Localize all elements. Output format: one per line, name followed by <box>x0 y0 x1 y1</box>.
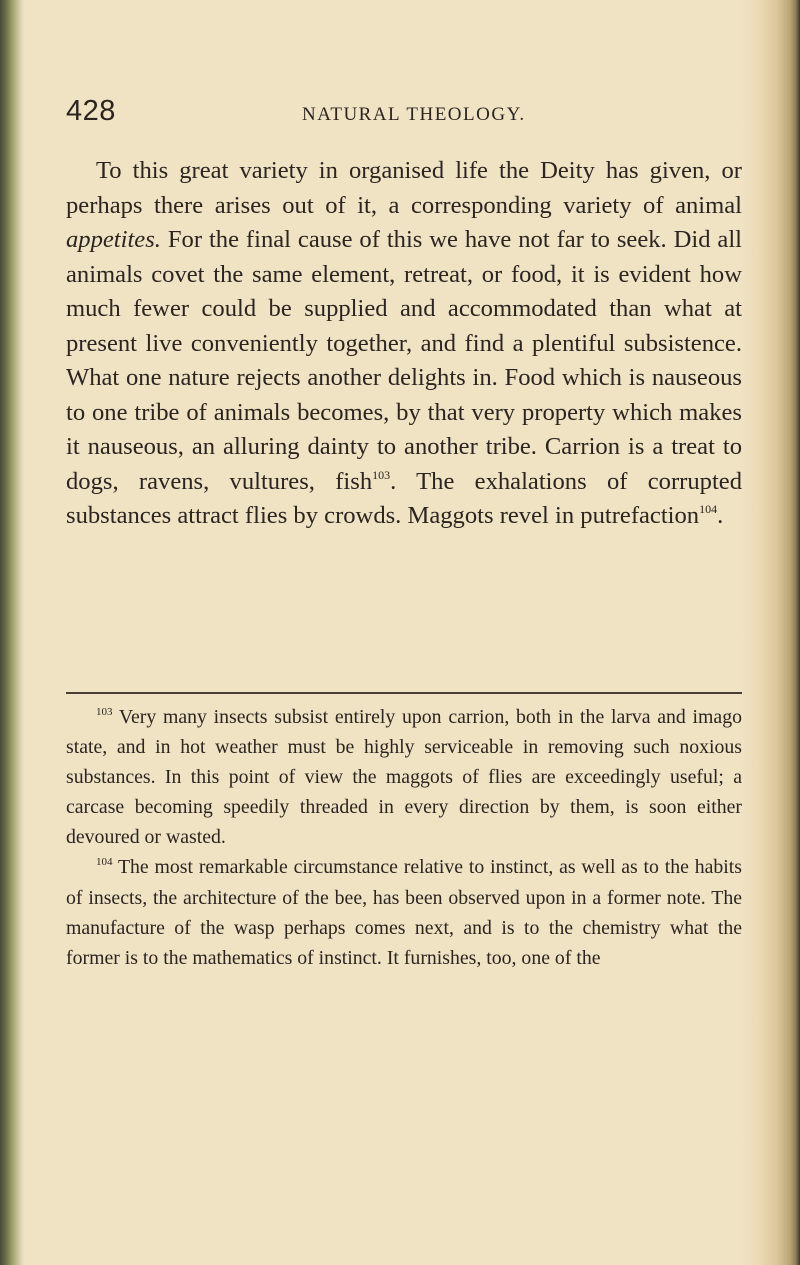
running-title: NATURAL THEOLOGY. <box>302 104 526 125</box>
footnote-text-103: Very many insects subsist entirely upon carrion, both in the larva and imago state, and in hot weather must be highly serviceable in removing such noxious substances. In this point of view the maggots of flies are exceedingly useful; a carcase becoming speedily threaded in every direction by them, is soon either devoured or wasted. <box>66 706 742 849</box>
footnote-text-104: The most remarkable circumstance relative to instinct, as well as to the habits of insects, the architecture of the bee, has been observed upon in a former note. The manufacture of the wasp perhaps comes next, and is to the chemistry what the former is to the mathematics of instinct. It furnishes, too, one of the <box>66 856 742 969</box>
footnote-103 <box>66 702 742 852</box>
paragraph-text-2: For the final cause of this we have not far to seek. Did all animals covet the same element, retreat, or food, it is evident how much fewer could be supplied and accommodated than what at present live conveniently together, and find a plentiful subsistence. What one nature rejects another delights in. Food which is nauseous to one tribe of animals becomes, by that very property which makes it nauseous, an alluring dainty to another tribe. Carrion is a treat to dogs, ravens, vultures, fish <box>66 226 742 495</box>
main-paragraph <box>66 154 742 534</box>
footnote-number-103: 103 <box>96 706 113 718</box>
footnote-divider <box>66 692 742 694</box>
page-left-edge <box>0 0 24 1265</box>
paragraph-text-1: To this great variety in organised life the Deity has given, or perhaps there arises out of it, a corresponding variety of animal <box>66 157 742 219</box>
page-header <box>66 95 748 135</box>
footnote-number-104: 104 <box>96 856 113 869</box>
page-right-edge <box>742 0 800 1265</box>
footnote-ref-103[interactable]: 103 <box>372 467 391 482</box>
emphasis-appetites: appetites. <box>66 226 161 253</box>
footnote-104 <box>66 852 742 972</box>
paragraph-text-4: . <box>717 502 724 529</box>
main-text <box>66 154 742 534</box>
footnotes <box>66 702 742 973</box>
footnote-ref-104[interactable]: 104 <box>699 502 718 516</box>
paragraph-text-3: . The exhalations of corrupted substances attract flies by crowds. Maggots revel in putrefaction <box>66 467 742 529</box>
page-number: 428 <box>66 95 116 127</box>
book-page <box>66 0 748 1265</box>
